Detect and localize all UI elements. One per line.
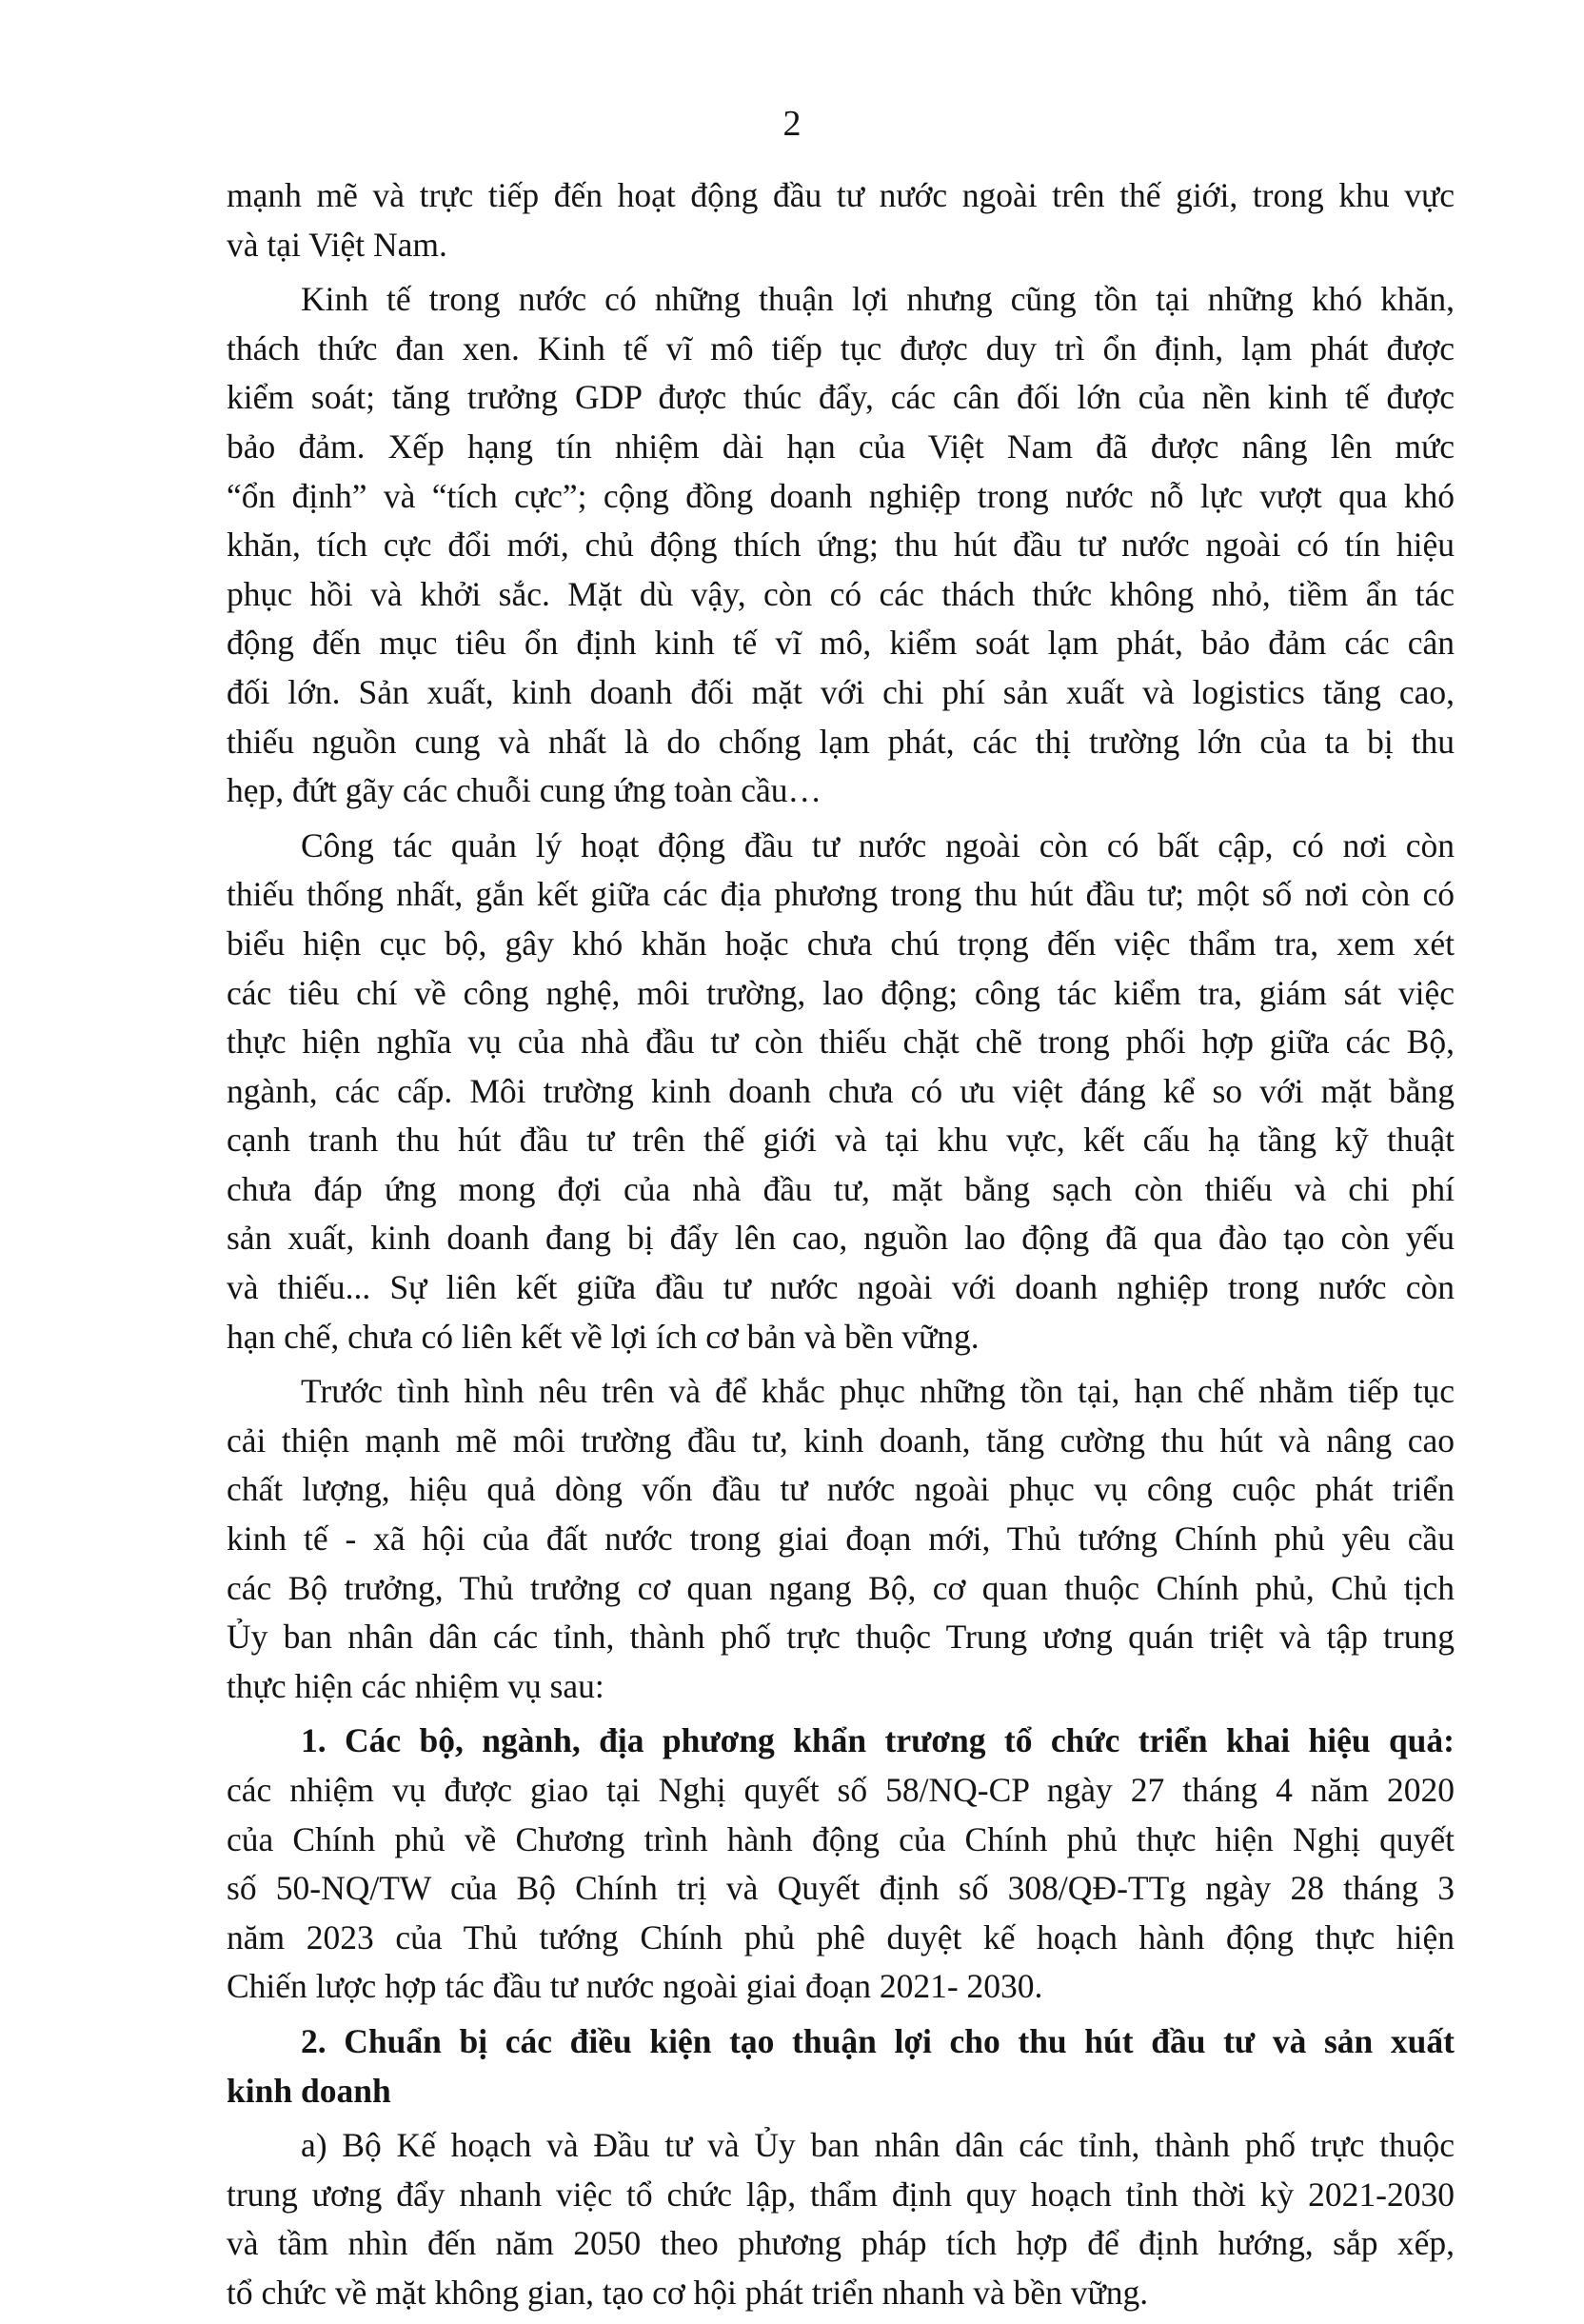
text-line: thiếu nguồn cung và nhất là do chống lạm phát, các thị trường lớn của ta bị thu xyxy=(227,722,1455,761)
document-body xyxy=(227,171,1455,2324)
text-line: khăn, tích cực đổi mới, chủ động thích ứng; thu hút đầu tư nước ngoài có tín hiệu xyxy=(227,526,1455,565)
text-line: “ổn định” và “tích cực”; cộng đồng doanh nghiệp trong nước nỗ lực vượt qua khó xyxy=(227,476,1455,515)
text-line: thách thức đan xen. Kinh tế vĩ mô tiếp tục được duy trì ổn định, lạm phát được xyxy=(227,328,1455,367)
section-2-heading xyxy=(227,2017,1455,2115)
text-line: các nhiệm vụ được giao tại Nghị quyết số 58/NQ-CP ngày 27 tháng 4 năm 2020 xyxy=(227,1771,1455,1809)
text-line: Trước tình hình nêu trên và để khắc phục những tồn tại, hạn chế nhằm tiếp tục xyxy=(301,1372,1455,1411)
text-line: hẹp, đứt gãy các chuỗi cung ứng toàn cầu… xyxy=(227,771,822,810)
text-line: kiểm soát; tăng trưởng GDP được thúc đẩy, các cân đối lớn của nền kinh tế được xyxy=(227,378,1455,417)
text-line: hạn chế, chưa có liên kết về lợi ích cơ bản và bền vững. xyxy=(227,1317,980,1356)
section-2-heading-line: 2. Chuẩn bị các điều kiện tạo thuận lợi cho thu hút đầu tư và sản xuất xyxy=(301,2021,1455,2060)
text-line: và tại Việt Nam. xyxy=(227,225,447,264)
paragraph-directive xyxy=(227,1367,1455,1711)
text-line: cải thiện mạnh mẽ môi trường đầu tư, kinh doanh, tăng cường thu hút và nâng cao xyxy=(227,1420,1455,1460)
section-1 xyxy=(227,1717,1455,2012)
text-line: bảo đảm. Xếp hạng tín nhiệm dài hạn của Việt Nam đã được nâng lên mức xyxy=(227,427,1455,466)
paragraph-economy xyxy=(227,275,1455,816)
section-2-item-a xyxy=(227,2121,1455,2317)
text-line: của Chính phủ về Chương trình hành động của Chính phủ thực hiện Nghị quyết xyxy=(227,1819,1455,1858)
text-line: Ủy ban nhân dân các tỉnh, thành phố trực thuộc Trung ương quán triệt và tập trung xyxy=(227,1618,1455,1657)
text-line: đối lớn. Sản xuất, kinh doanh đối mặt với chi phí sản xuất và logistics tăng cao, xyxy=(227,672,1455,711)
paragraph-management xyxy=(227,822,1455,1362)
text-line: và thiếu... Sự liên kết giữa đầu tư nước ngoài với doanh nghiệp trong nước còn xyxy=(227,1268,1455,1307)
text-line: cạnh tranh thu hút đầu tư trên thế giới và tại khu vực, kết cấu hạ tầng kỹ thuật xyxy=(227,1121,1455,1160)
text-line: biểu hiện cục bộ, gây khó khăn hoặc chưa chú trọng đến việc thẩm tra, xem xét xyxy=(227,924,1455,963)
text-line: các tiêu chí về công nghệ, môi trường, lao động; công tác kiểm tra, giám sát việc xyxy=(227,973,1455,1012)
text-line: thiếu thống nhất, gắn kết giữa các địa phương trong thu hút đầu tư; một số nơi còn có xyxy=(227,875,1455,914)
text-line: mạnh mẽ và trực tiếp đến hoạt động đầu tư nước ngoài trên thế giới, trong khu vực xyxy=(227,176,1455,214)
text-line: phục hồi và khởi sắc. Mặt dù vậy, còn có các thách thức không nhỏ, tiềm ẩn tác xyxy=(227,574,1455,613)
text-line: năm 2023 của Thủ tướng Chính phủ phê duyệt kế hoạch hành động thực hiện xyxy=(227,1917,1455,1957)
page-number: 2 xyxy=(782,104,802,144)
text-line: và tầm nhìn đến năm 2050 theo phương pháp tích hợp để định hướng, sắp xếp, xyxy=(227,2224,1455,2263)
text-line: a) Bộ Kế hoạch và Đầu tư và Ủy ban nhân dân các tỉnh, thành phố trực thuộc xyxy=(301,2126,1455,2165)
text-line: số 50-NQ/TW của Bộ Chính trị và Quyết định số 308/QĐ-TTg ngày 28 tháng 3 xyxy=(227,1869,1455,1908)
section-2-heading-line: kinh doanh xyxy=(227,2071,391,2110)
text-line: chất lượng, hiệu quả dòng vốn đầu tư nước ngoài phục vụ công cuộc phát triển xyxy=(227,1470,1455,1509)
text-line: chưa đáp ứng mong đợi của nhà đầu tư, mặt bằng sạch còn thiếu và chi phí xyxy=(227,1169,1455,1208)
text-line: thực hiện các nhiệm vụ sau: xyxy=(227,1666,604,1705)
text-line: tổ chức về mặt không gian, tạo cơ hội phát triển nhanh và bền vững. xyxy=(227,2273,1149,2312)
text-line: các Bộ trưởng, Thủ trưởng cơ quan ngang Bộ, cơ quan thuộc Chính phủ, Chủ tịch xyxy=(227,1568,1455,1607)
text-line: Kinh tế trong nước có những thuận lợi nhưng cũng tồn tại những khó khăn, xyxy=(301,280,1455,319)
text-line: kinh tế - xã hội của đất nước trong giai đoạn mới, Thủ tướng Chính phủ yêu cầu xyxy=(227,1520,1455,1559)
paragraph-continuation xyxy=(227,171,1455,269)
section-1-heading: 1. Các bộ, ngành, địa phương khẩn trương tổ chức triển khai hiệu quả: xyxy=(301,1721,1455,1760)
text-line: Công tác quản lý hoạt động đầu tư nước ngoài còn có bất cập, có nơi còn xyxy=(301,825,1455,864)
text-line: thực hiện nghĩa vụ của nhà đầu tư còn thiếu chặt chẽ trong phối hợp giữa các Bộ, xyxy=(227,1023,1455,1062)
text-line: ngành, các cấp. Môi trường kinh doanh chưa có ưu việt đáng kể so với mặt bằng xyxy=(227,1071,1455,1110)
text-line: động đến mục tiêu ổn định kinh tế vĩ mô, kiểm soát lạm phát, bảo đảm các cân xyxy=(227,624,1455,663)
text-line: trung ương đẩy nhanh việc tổ chức lập, thẩm định quy hoạch tỉnh thời kỳ 2021-2030 xyxy=(227,2175,1455,2214)
text-line: Chiến lược hợp tác đầu tư nước ngoài giai đoạn 2021- 2030. xyxy=(227,1967,1043,2006)
text-line: sản xuất, kinh doanh đang bị đẩy lên cao, nguồn lao động đã qua đào tạo còn yếu xyxy=(227,1219,1455,1258)
